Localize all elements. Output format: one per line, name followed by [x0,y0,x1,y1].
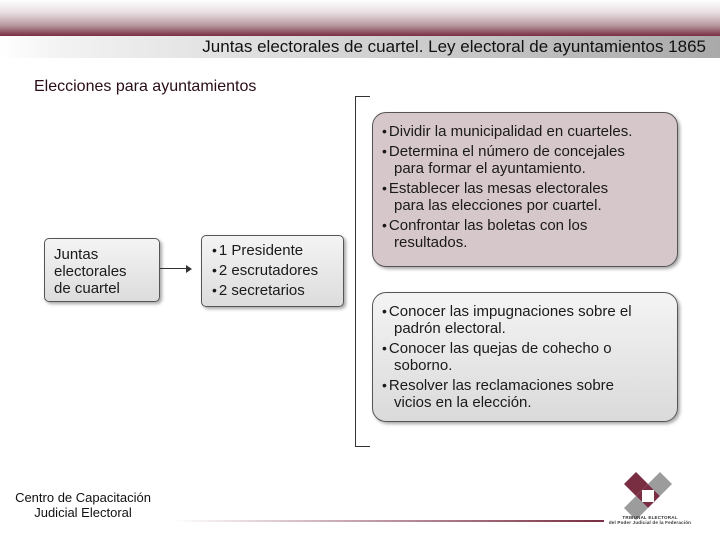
function-item: • Dividir la municipalidad en cuarteles. [382,123,633,140]
bullet-icon: • [382,180,387,196]
bullet-icon: • [382,340,387,356]
bullet-icon: • [382,123,387,139]
juntas-line: de cuartel [54,280,120,297]
juntas-line: electorales [54,263,127,280]
review-box [372,292,678,422]
bullet-icon: • [382,377,387,393]
arrow-head-icon [186,265,192,273]
page-title: Juntas electorales de cuartel. Ley electoral de ayuntamientos 1865 [202,37,706,56]
review-item: • Conocer las quejas de cohecho o soborno. [382,340,612,374]
review-item: • Resolver las reclamaciones sobre vicios en la elección. [382,377,615,411]
juntas-line: Juntas [54,246,99,263]
footer-divider [172,520,604,522]
logo-caption [604,515,696,525]
members-box [201,235,344,307]
footer-institution [8,490,158,520]
juntas-box [44,238,160,302]
top-gradient-band [0,0,720,36]
bullet-icon: • [382,143,387,159]
member-item: • 2 secretarios [212,282,305,299]
section-subtitle: Elecciones para ayuntamientos [34,78,257,95]
grouping-bracket [355,96,370,447]
bullet-icon: • [382,217,387,233]
function-item: • Confrontar las boletas con los resultados. [382,217,588,251]
footer-line-1: Centro de Capacitación [15,490,151,505]
arrow-right-icon [160,268,188,269]
logo-caption-line-1: TRIBUNAL ELECTORAL [622,515,678,520]
function-item: • Establecer las mesas electorales para las elecciones por cuartel. [382,180,609,214]
bullet-icon: • [382,303,387,319]
functions-box [372,112,678,267]
function-item: • Determina el número de concejales para formar el ayuntamiento. [382,143,625,177]
member-item: • 2 escrutadores [212,262,319,279]
bullet-icon: • [212,282,217,298]
bullet-icon: • [212,262,217,278]
footer-line-2: Judicial Electoral [34,505,132,520]
member-item: • 1 Presidente [212,242,304,259]
review-item: • Conocer las impugnaciones sobre el padrón electoral. [382,303,632,337]
bullet-icon: • [212,242,217,258]
logo-caption-line-2: del Poder Judicial de la Federación [608,520,692,525]
